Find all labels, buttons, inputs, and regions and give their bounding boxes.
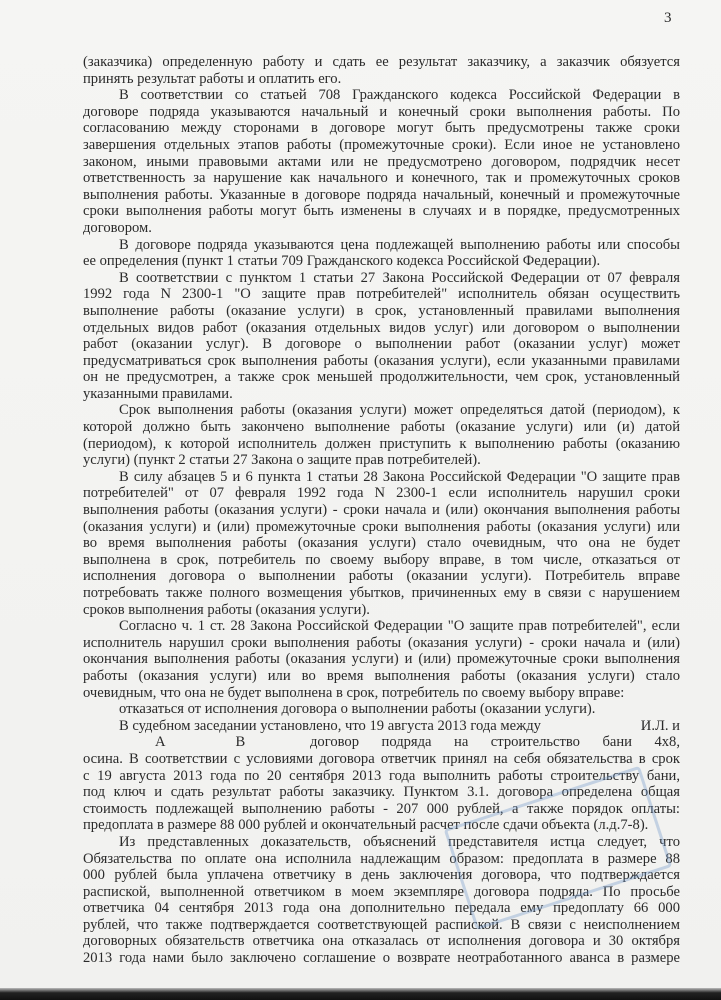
text-line: работы (оказания услуги) или во время выполнения работы (оказания услуги) стало: [83, 667, 680, 684]
text-line: выполнена в срок, потребитель по своему выбору вправе, в том числе, отказаться от: [83, 551, 680, 568]
text-line: рублей, что также подтверждается соответствующей распиской. В связи с неисполнением: [83, 916, 680, 933]
text-line: выполнение работы (оказание услуги) в срок, установленный правилами выполнения: [83, 302, 680, 319]
text-line: договоре подряда указываются начальный и конечный сроки выполнения работы. По: [83, 103, 680, 120]
text-line: законом, иными правовыми актами или не предусмотрено договором, подрядчик несет: [83, 153, 680, 170]
text-line: указанными правилами.: [83, 385, 233, 402]
text-line: работ (оказании услуг). В договоре о выполнении работ (оказании услуг) может: [83, 336, 680, 353]
text-line: Из представленных доказательств, объяснений представителя истца следует, что: [119, 833, 680, 850]
text-line: (оказания услуги) и (или) промежуточные сроки выполнения работы (оказания услуги) или: [83, 518, 680, 535]
text-line: [83, 734, 680, 751]
text-line: потребителей" от 07 февраля 1992 года N 2300-1 если исполнитель нарушил сроки: [83, 485, 680, 502]
text-fragment: В: [235, 734, 246, 751]
text-line: 2013 года нами было заключено соглашение о возврате неотработанного аванса в размере: [83, 950, 680, 967]
text-line: завершения отдельных этапов работы (промежуточные сроки). Если иное не установлено: [83, 136, 680, 153]
text-line: стоимость подлежащей выполнению работы - 207 000 рублей, а также порядок оплаты:: [83, 800, 680, 817]
text-fragment: И.Л. и: [640, 717, 680, 734]
text-line: очевидным, что она не будет выполнена в срок, потребитель по своему выбору вправе:: [83, 684, 625, 701]
text-line: согласованию между сторонами в договоре могут быть предусмотрены также сроки: [83, 120, 680, 137]
text-line: 000 рублей была уплачена ответчику в день заключения договора, что подтверждается: [83, 867, 680, 884]
text-line: отдельных видов работ (оказания отдельных видов услуг) или договором о выполнении: [83, 319, 680, 336]
text-line: принять результат работы и оплатить его.: [83, 70, 342, 87]
text-line: потребовать также полного возмещения убытков, причиненных ему в связи с нарушением: [83, 585, 680, 601]
text-fragment: В судебном заседании установлено, что 19 августа 2013 года между: [119, 717, 541, 734]
text-line: предусматриваться срок выполнения работы (оказания услуги), если указанными правилами: [83, 352, 680, 369]
text-line: договорных обязательств ответчика она отказалась от исполнения договора и 30 октября: [83, 933, 680, 950]
text-line: которой должно быть закончено выполнение работы (оказание услуги) или (и) датой: [83, 419, 680, 436]
text-line: Срок выполнения работы (оказания услуги) может определяться датой (периодом), к: [119, 402, 680, 419]
text-line: распиской, выполненной ответчиком в моем экземпляре договора подряда. По просьбе: [83, 883, 680, 900]
text-line: исполнитель нарушил сроки выполнения работы (оказания услуги) - сроки начала и (или): [83, 634, 680, 651]
text-line: услуги) (пункт 2 статьи 27 Закона о защите прав потребителей).: [83, 452, 481, 469]
text-line: выполнения работы. Указанные в договоре подряда начальный, конечный и промежуточные: [83, 186, 680, 203]
text-line: В соответствии со статьей 708 Гражданского кодекса Российской Федерации в: [119, 87, 680, 104]
text-line: (периодом), к которой исполнитель должен приступить к выполнению работы (оказанию: [83, 435, 680, 452]
text-line: ответчика 04 сентября 2013 года она дополнительно передала ему предоплату 66 000: [83, 900, 680, 917]
text-line: В силу абзацев 5 и 6 пункта 1 статьи 28 Закона Российской Федерации "О защите прав: [119, 468, 680, 485]
page-number: 3: [664, 10, 672, 26]
text-line: (заказчика) определенную работу и сдать ее результат заказчику, а заказчик обязуется: [83, 54, 680, 70]
text-line: сроков выполнения работы (оказания услуги).: [83, 601, 370, 618]
text-line: окончания выполнения работы (оказания услуги) и (или) промежуточные сроки выполнения: [83, 651, 680, 668]
text-line: [83, 718, 680, 735]
text-line: сроки выполнения работы могут быть изменены в случаях и в порядке, предусмотренных: [83, 203, 680, 220]
text-fragment: договор подряда на строительство бани 4х8,: [310, 734, 680, 751]
text-line: с 19 августа 2013 года по 20 сентября 2013 года выполнить работы строительству бани,: [83, 767, 680, 784]
text-line: 1992 года N 2300-1 "О защите прав потребителей" исполнитель обязан осуществить: [83, 286, 680, 303]
text-line: ее определения (пункт 1 статьи 709 Гражданского кодекса Российской Федерации).: [83, 253, 601, 270]
text-line: Обязательства по оплате она исполнила надлежащим образом: предоплата в размере 88: [83, 850, 680, 867]
text-line: В соответствии с пунктом 1 статьи 27 Закона Российской Федерации от 07 февраля: [119, 269, 680, 286]
text-line: ответственность за нарушение как начального и конечного, так и промежуточных сроков: [83, 170, 680, 187]
text-line: он не предусмотрен, а также срок меньшей продолжительности, чем срок, установленный: [83, 369, 680, 386]
text-fragment: А: [155, 734, 166, 751]
text-line: отказаться от исполнения договора о выполнении работы (оказании услуги).: [119, 701, 596, 718]
text-line: предоплата в размере 88 000 рублей и окончательный расчет после сдачи объекта (л.д.7-8).: [83, 817, 649, 834]
text-line: осина. В соответствии с условиями договора ответчик принял на себя обязательства в срок: [83, 750, 680, 767]
text-line: выполнения работы (оказания услуги) - сроки начала и (или) окончания выполнения работы: [83, 502, 680, 519]
text-line: во время выполнения работы (оказания услуги) стало очевидным, что она не будет: [83, 535, 680, 552]
scan-edge: [0, 988, 721, 1000]
text-line: Согласно ч. 1 ст. 28 Закона Российской Федерации "О защите прав потребителей", если: [119, 618, 680, 635]
text-line: договором.: [83, 219, 152, 236]
text-line: исполнения договора о выполнении работы (оказании услуги). Потребитель вправе: [83, 568, 680, 585]
text-line: под ключ и сдать результат работы заказчику. Пунктом 3.1. договора определена общая: [83, 784, 680, 801]
text-line: В договоре подряда указываются цена подлежащей выполнению работы или способы: [119, 236, 680, 253]
